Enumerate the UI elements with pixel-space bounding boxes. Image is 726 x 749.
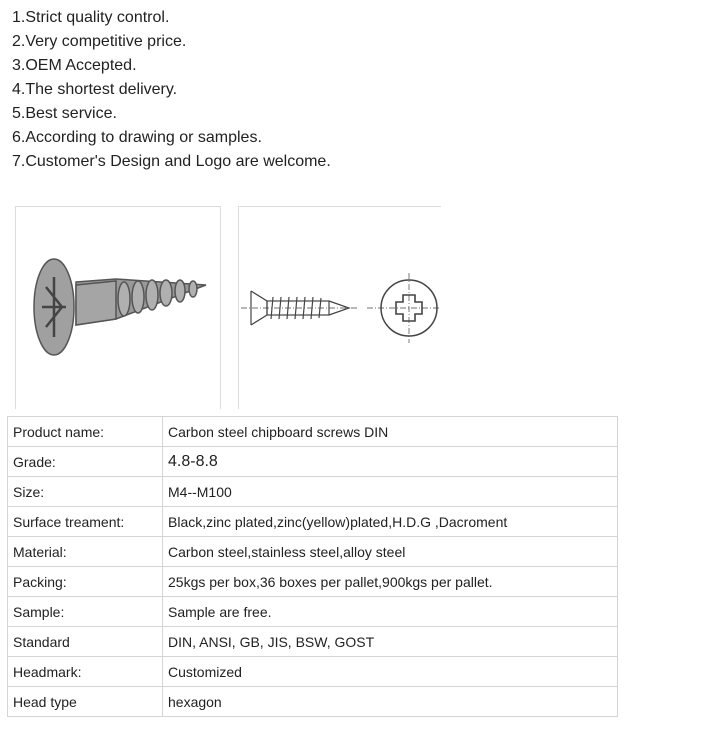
table-row [8, 597, 618, 627]
feature-item: 3.OEM Accepted. [12, 57, 137, 74]
spec-label: Product name: [8, 417, 163, 447]
spec-label: Size: [8, 477, 163, 507]
table-row [8, 417, 618, 447]
feature-item: 4.The shortest delivery. [12, 81, 178, 98]
feature-item: 1.Strict quality control. [12, 9, 170, 26]
feature-list [12, 6, 331, 174]
spec-value: M4--M100 [163, 477, 618, 507]
screw-3d-image [15, 206, 221, 409]
feature-item: 7.Customer's Design and Logo are welcome. [12, 153, 331, 170]
feature-item: 6.According to drawing or samples. [12, 129, 262, 146]
spec-label: Standard [8, 627, 163, 657]
spec-value: Customized [163, 657, 618, 687]
feature-item: 2.Very competitive price. [12, 33, 187, 50]
spec-value: Carbon steel chipboard screws DIN [163, 417, 618, 447]
screw-drawing-image [238, 206, 441, 409]
spec-value: Carbon steel,stainless steel,alloy steel [163, 537, 618, 567]
spec-value: DIN, ANSI, GB, JIS, BSW, GOST [163, 627, 618, 657]
table-row [8, 507, 618, 537]
spec-label: Surface treament: [8, 507, 163, 537]
table-row [8, 687, 618, 717]
spec-label: Grade: [8, 447, 163, 477]
table-row [8, 477, 618, 507]
table-row [8, 657, 618, 687]
table-row [8, 627, 618, 657]
spec-value: Black,zinc plated,zinc(yellow)plated,H.D.G ,Dacroment [163, 507, 618, 537]
spec-value: 25kgs per box,36 boxes per pallet,900kgs per pallet. [163, 567, 618, 597]
spec-value: hexagon [163, 687, 618, 717]
spec-value: 4.8-8.8 [163, 447, 618, 477]
table-row [8, 447, 618, 477]
spec-label: Headmark: [8, 657, 163, 687]
table-row [8, 567, 618, 597]
spec-value: Sample are free. [163, 597, 618, 627]
feature-item: 5.Best service. [12, 105, 117, 122]
screw-technical-drawing-icon [239, 207, 441, 409]
spec-table [7, 416, 618, 717]
spec-label: Sample: [8, 597, 163, 627]
screw-3d-icon [16, 207, 220, 409]
spec-label: Material: [8, 537, 163, 567]
spec-label: Packing: [8, 567, 163, 597]
spec-label: Head type [8, 687, 163, 717]
table-row [8, 537, 618, 567]
